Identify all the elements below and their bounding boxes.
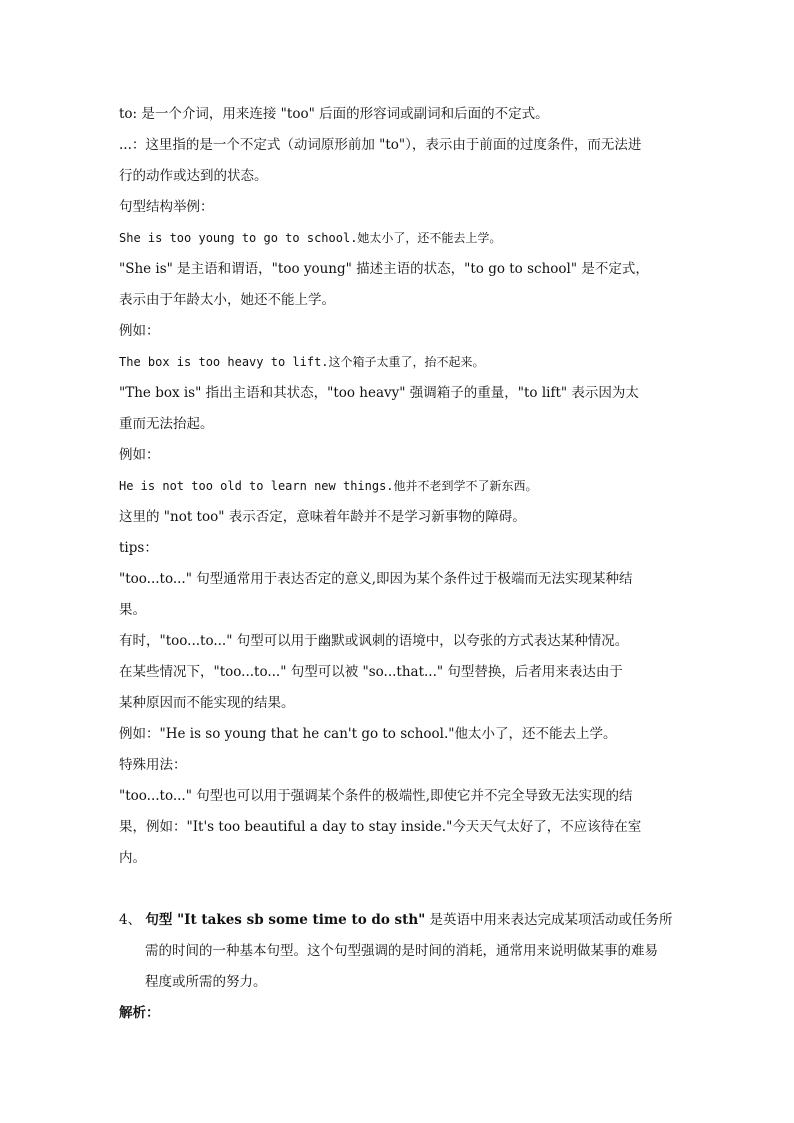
section-4-line-2: 需的时间的一种基本句型。这个句型强调的是时间的消耗，通常用来说明做某事的难易	[145, 943, 658, 959]
example-sentence-3: He is not too old to learn new things.他并不老到学不了新东西。	[119, 479, 538, 493]
label-tips: tips：	[119, 540, 158, 556]
text-line-6: "She is" 是主语和谓语，"too young" 描述主语的状态，"to go to school" 是不定式，	[119, 261, 649, 277]
text-line-11: 重而无法抬起。	[119, 416, 214, 432]
section-4-heading	[119, 905, 679, 936]
text-line-18: 有时，"too...to..." 句型可以用于幽默或讽刺的语境中，以夸张的方式表达某种情况。	[119, 633, 629, 649]
label-example-2: 例如：	[119, 447, 160, 463]
example-sentence-2: The box is too heavy to lift.这个箱子太重了，抬不起来。	[119, 355, 485, 369]
text-line-23: "too...to..." 句型也可以用于强调某个条件的极端性,即使它并不完全导致无法实现的结	[119, 788, 633, 804]
document-page	[119, 99, 679, 1029]
label-example-1: 例如：	[119, 323, 160, 339]
section-lead-rest: 是英语中用来表达完成某项活动或任务所	[425, 912, 673, 928]
text-line-2: ...：这里指的是一个不定式（动词原形前加 "to"），表示由于前面的过度条件，而无法进	[119, 137, 642, 153]
section-lead: 句型 "It takes sb some time to do sth"	[145, 912, 426, 928]
example-sentence-1: She is too young to go to school.她太小了，还不能去上学。	[119, 231, 502, 245]
paragraph-gap	[119, 874, 679, 905]
analysis-label: 解析：	[119, 1005, 160, 1021]
label-special-usage: 特殊用法：	[119, 757, 187, 773]
text-line-21: 例如："He is so young that he can't go to school."他太小了，还不能去上学。	[119, 726, 617, 742]
text-line-24: 果，例如："It's too beautiful a day to stay inside."今天天气太好了，不应该待在室	[119, 819, 642, 835]
section-number: 4、	[119, 912, 142, 928]
text-line-25: 内。	[119, 850, 146, 866]
text-line-20: 某种原因而不能实现的结果。	[119, 695, 295, 711]
text-line-7: 表示由于年龄太小，她还不能上学。	[119, 292, 335, 308]
text-line-19: 在某些情况下，"too...to..." 句型可以被 "so...that..." 句型替换，后者用来表达由于	[119, 664, 623, 680]
text-line-1: to: 是一个介词，用来连接 "too" 后面的形容词或副词和后面的不定式。	[119, 106, 549, 122]
text-line-14: 这里的 "not too" 表示否定，意味着年龄并不是学习新事物的障碍。	[119, 509, 526, 525]
section-4-line-3: 程度或所需的努力。	[145, 974, 267, 990]
heading-structure-examples: 句型结构举例：	[119, 199, 214, 215]
text-line-3: 行的动作或达到的状态。	[119, 168, 268, 184]
text-line-16: "too...to..." 句型通常用于表达否定的意义,即因为某个条件过于极端而无法实现某种结	[119, 571, 633, 587]
text-line-10: "The box is" 指出主语和其状态，"too heavy" 强调箱子的重量，"to lift" 表示因为太	[119, 385, 639, 401]
text-line-17: 果。	[119, 602, 146, 618]
